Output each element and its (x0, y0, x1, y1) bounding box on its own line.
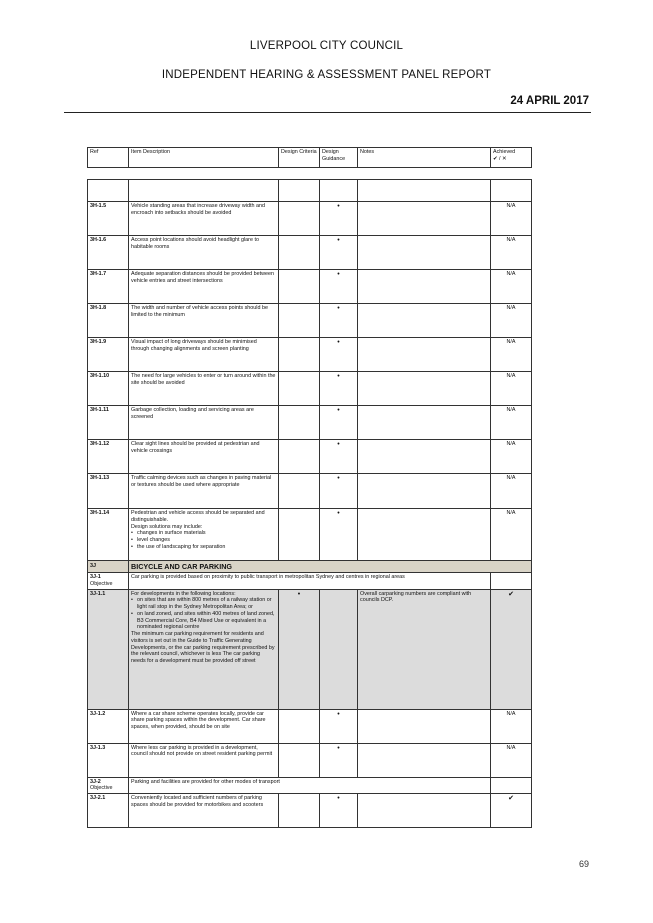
ref-cell: 3H-1.10 (88, 372, 129, 406)
description-cell: Where a car share scheme operates locally, provide car share parking spaces within the development. Car share spaces, when provided, should be on site (129, 709, 279, 743)
description-lead: For developments in the following locations: (131, 590, 236, 597)
description-cell: Access point locations should avoid headlight glare to habitable rooms (129, 236, 279, 270)
achieved-cell: N/A (491, 338, 532, 372)
design-guidance-cell: • (320, 709, 358, 743)
description-bullets (131, 597, 276, 631)
header-rule (64, 112, 591, 113)
achieved-cell: N/A (491, 474, 532, 509)
section-title: BICYCLE AND CAR PARKING (129, 561, 532, 573)
design-guidance-cell: • (320, 509, 358, 561)
description-body: The minimum car parking requirement for residents and visitors is set out in the Guide to Traffic Generating Developments, or the car parking requirement prescribed by the relevant council, whichever is less The car parking needs for a development must be provided off street (131, 631, 275, 664)
table-row (88, 338, 532, 372)
achieved-cell: N/A (491, 270, 532, 304)
description-cell: Conveniently located and sufficient numbers of parking spaces should be provided for motorbikes and scooters (129, 794, 279, 828)
objective-ref: 3J-2 (90, 778, 101, 785)
table-row (88, 304, 532, 338)
header-ref: Ref (88, 148, 129, 168)
design-criteria-cell (279, 406, 320, 440)
achieved-cell: N/A (491, 202, 532, 236)
design-guidance-cell: • (320, 270, 358, 304)
description-cell: Adequate separation distances should be provided between vehicle entries and street intersections (129, 270, 279, 304)
header-notes: Notes (358, 148, 491, 168)
table-row (88, 406, 532, 440)
description-cell (129, 589, 279, 709)
achieved-label: Achieved (493, 149, 516, 155)
design-guidance-cell (320, 589, 358, 709)
ref-cell: 3J-2.1 (88, 794, 129, 828)
table-row (88, 743, 532, 777)
council-name: LIVERPOOL CITY COUNCIL (249, 40, 404, 52)
description-cell (129, 509, 279, 561)
section-row (88, 561, 532, 573)
table-row (88, 709, 532, 743)
design-criteria-cell (279, 440, 320, 474)
notes-cell (358, 236, 491, 270)
objective-ref-cell (88, 573, 129, 590)
notes-cell (358, 372, 491, 406)
design-guidance-cell: • (320, 474, 358, 509)
table-row (88, 440, 532, 474)
design-guidance-cell: • (320, 304, 358, 338)
description-cell: Where less car parking is provided in a development, council should not provide on street resident parking permit (129, 743, 279, 777)
bullet-item: • on land zoned, and sites within 400 metres of land zoned, B3 Commercial Core, B4 Mixed Use or equivalent in a nominated regional centre (131, 611, 276, 631)
spacer-row (88, 168, 532, 180)
design-guidance-cell: • (320, 338, 358, 372)
objective-label: Objective (90, 785, 113, 792)
notes-cell (358, 202, 491, 236)
notes-cell (358, 509, 491, 561)
design-criteria-cell: • (279, 589, 320, 709)
design-criteria-cell (279, 202, 320, 236)
objective-row (88, 573, 532, 590)
ref-cell: 3H-1.11 (88, 406, 129, 440)
notes-cell: Overall carparking numbers are compliant with councils DCP. (358, 589, 491, 709)
notes-cell (358, 474, 491, 509)
table-row (88, 794, 532, 828)
objective-row (88, 777, 532, 794)
bullet-item: • changes in surface materials (131, 530, 276, 537)
ref-cell: 3H-1.12 (88, 440, 129, 474)
achieved-cell: ✔ (491, 794, 532, 828)
table-header-row (88, 148, 532, 168)
description-lead: Design solutions may include: (131, 523, 203, 530)
design-guidance-cell: • (320, 440, 358, 474)
ref-cell: 3J-1.1 (88, 589, 129, 709)
ref-cell: 3H-1.8 (88, 304, 129, 338)
table-row (88, 474, 532, 509)
notes-cell (358, 440, 491, 474)
achieved-cell: ✔ (491, 589, 532, 709)
description-cell: Traffic calming devices such as changes in paving material or textures should be used where appropriate (129, 474, 279, 509)
table-row (88, 270, 532, 304)
achieved-cell (491, 777, 532, 794)
achieved-cell: N/A (491, 440, 532, 474)
header-achieved (491, 148, 532, 168)
design-guidance-cell: • (320, 236, 358, 270)
ref-cell: 3H-1.6 (88, 236, 129, 270)
notes-cell (358, 709, 491, 743)
ref-cell: 3J-1.2 (88, 709, 129, 743)
achieved-cell: N/A (491, 236, 532, 270)
table-row (88, 202, 532, 236)
design-criteria-cell (279, 338, 320, 372)
header-design-criteria: Design Criteria (279, 148, 320, 168)
design-criteria-cell (279, 236, 320, 270)
design-guidance-cell: • (320, 372, 358, 406)
design-guidance-cell: • (320, 743, 358, 777)
compliance-table (87, 147, 532, 828)
objective-ref-cell (88, 777, 129, 794)
design-guidance-cell: • (320, 794, 358, 828)
table-row (88, 509, 532, 561)
achieved-cell: N/A (491, 406, 532, 440)
ref-cell: 3H-1.9 (88, 338, 129, 372)
objective-label: Objective (90, 580, 113, 587)
table-row (88, 372, 532, 406)
bullet-item: • the use of landscaping for separation (131, 544, 276, 551)
description-bullets (131, 530, 276, 550)
ref-cell: 3H-1.5 (88, 202, 129, 236)
objective-ref: 3J-1 (90, 574, 101, 580)
bullet-item: • level changes (131, 537, 276, 544)
ref-cell: 3H-1.13 (88, 474, 129, 509)
ref-cell: 3J-1.3 (88, 743, 129, 777)
design-guidance-cell: • (320, 406, 358, 440)
design-criteria-cell (279, 304, 320, 338)
report-date: 24 APRIL 2017 (510, 95, 589, 107)
design-criteria-cell (279, 474, 320, 509)
objective-text: Car parking is provided based on proximity to public transport in metropolitan Sydney and centres in regional areas (129, 573, 491, 590)
notes-cell (358, 304, 491, 338)
achieved-cell: N/A (491, 743, 532, 777)
notes-cell (358, 794, 491, 828)
description-cell: The need for large vehicles to enter or turn around within the site should be avoided (129, 372, 279, 406)
achieved-cell: N/A (491, 372, 532, 406)
description-cell: Clear sight lines should be provided at pedestrian and vehicle crossings (129, 440, 279, 474)
description-cell: The width and number of vehicle access points should be limited to the minimum (129, 304, 279, 338)
page-number: 69 (578, 859, 589, 869)
header-design-guidance: Design Guidance (320, 148, 358, 168)
design-criteria-cell (279, 509, 320, 561)
design-criteria-cell (279, 270, 320, 304)
table-row (88, 236, 532, 270)
design-criteria-cell (279, 372, 320, 406)
design-criteria-cell (279, 709, 320, 743)
notes-cell (358, 743, 491, 777)
achieved-cell: N/A (491, 709, 532, 743)
notes-cell (358, 406, 491, 440)
ref-cell: 3H-1.7 (88, 270, 129, 304)
objective-text: Parking and facilities are provided for other modes of transport (129, 777, 491, 794)
section-ref: 3J (88, 561, 129, 573)
notes-cell (358, 270, 491, 304)
bullet-item: • on sites that are within 800 metres of a railway station or light rail stop in the Sydney Metropolitan Area; or (131, 597, 276, 611)
description-intro: Pedestrian and vehicle access should be separated and distinguishable. (131, 510, 265, 523)
report-title: INDEPENDENT HEARING & ASSESSMENT PANEL REPORT (161, 69, 492, 81)
header-item-description: Item Description (129, 148, 279, 168)
description-cell: Vehicle standing areas that increase driveway width and encroach into setbacks should be avoided (129, 202, 279, 236)
design-criteria-cell (279, 794, 320, 828)
description-cell: Visual impact of long driveways should be minimised through changing alignments and screen planting (129, 338, 279, 372)
achieved-symbols: ✔ / ✕ (493, 155, 507, 162)
ref-cell: 3H-1.14 (88, 509, 129, 561)
blank-row (88, 180, 532, 202)
notes-cell (358, 338, 491, 372)
description-cell: Garbage collection, loading and servicing areas are screened (129, 406, 279, 440)
achieved-cell (491, 573, 532, 590)
design-guidance-cell: • (320, 202, 358, 236)
achieved-cell: N/A (491, 304, 532, 338)
design-criteria-cell (279, 743, 320, 777)
table-row (88, 589, 532, 709)
achieved-cell: N/A (491, 509, 532, 561)
